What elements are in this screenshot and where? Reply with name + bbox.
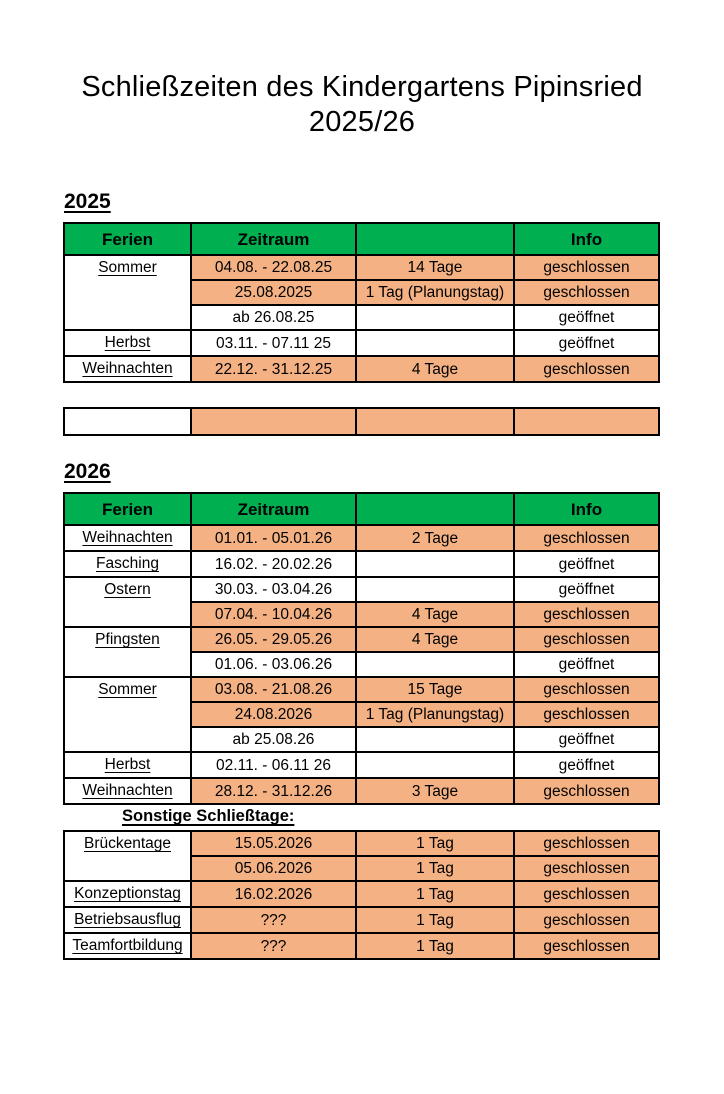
ferien-cell — [64, 577, 191, 627]
ferien-label: Brückentage — [83, 835, 172, 852]
info-cell: geschlossen — [514, 778, 659, 804]
info-cell: geöffnet — [514, 577, 659, 602]
info-cell: geöffnet — [514, 330, 659, 356]
header-cell-ferien: Ferien — [64, 223, 191, 255]
zeitraum-cell: 28.12. - 31.12.26 — [191, 778, 356, 804]
zeitraum-cell: 15.05.2026 — [191, 831, 356, 856]
ferien-label: Ostern — [104, 581, 151, 598]
ferien-cell — [64, 752, 191, 778]
ferien-cell — [64, 330, 191, 356]
table-row — [64, 627, 659, 652]
zeitraum-cell: 30.03. - 03.04.26 — [191, 577, 356, 602]
info-cell — [514, 408, 659, 435]
zeitraum-cell: ??? — [191, 907, 356, 933]
zeitraum-cell: 04.08. - 22.08.25 — [191, 255, 356, 280]
table-row — [64, 677, 659, 702]
section-heading-2026: 2026 — [64, 460, 111, 483]
zeitraum-cell: 03.11. - 07.11 25 — [191, 330, 356, 356]
tage-cell: 1 Tag (Planungstag) — [356, 280, 514, 305]
ferien-cell — [64, 881, 191, 907]
title-line-1: Schließzeiten des Kindergartens Pipinsried — [81, 71, 643, 103]
table-row — [64, 831, 659, 856]
spacer-table — [63, 407, 660, 436]
tage-cell: 4 Tage — [356, 627, 514, 652]
tage-cell: 1 Tag — [356, 831, 514, 856]
tage-cell — [356, 652, 514, 677]
info-cell: geschlossen — [514, 856, 659, 881]
zeitraum-cell: 25.08.2025 — [191, 280, 356, 305]
info-cell: geschlossen — [514, 525, 659, 551]
ferien-cell — [64, 627, 191, 677]
zeitraum-cell — [191, 408, 356, 435]
ferien-cell — [64, 907, 191, 933]
zeitraum-cell: ab 26.08.25 — [191, 305, 356, 330]
zeitraum-cell: 24.08.2026 — [191, 702, 356, 727]
info-cell: geschlossen — [514, 702, 659, 727]
ferien-cell — [64, 778, 191, 804]
zeitraum-cell: ??? — [191, 933, 356, 959]
tage-cell: 3 Tage — [356, 778, 514, 804]
info-cell: geschlossen — [514, 907, 659, 933]
zeitraum-cell: 22.12. - 31.12.25 — [191, 356, 356, 382]
ferien-cell — [64, 408, 191, 435]
header-row — [64, 493, 659, 525]
tage-cell — [356, 752, 514, 778]
table-row — [64, 881, 659, 907]
info-cell: geschlossen — [514, 677, 659, 702]
ferien-label: Weihnachten — [82, 360, 173, 377]
tage-cell: 1 Tag — [356, 907, 514, 933]
zeitraum-cell: 05.06.2026 — [191, 856, 356, 881]
table-row — [64, 408, 659, 435]
header-cell-info: Info — [514, 223, 659, 255]
table-row — [64, 778, 659, 804]
table-row — [64, 356, 659, 382]
ferien-label: Weihnachten — [82, 529, 173, 546]
table-sonstige — [63, 830, 660, 960]
tage-cell — [356, 305, 514, 330]
zeitraum-cell: 07.04. - 10.04.26 — [191, 602, 356, 627]
table-row — [64, 525, 659, 551]
tage-cell: 15 Tage — [356, 677, 514, 702]
ferien-label: Fasching — [96, 555, 159, 572]
zeitraum-cell: 26.05. - 29.05.26 — [191, 627, 356, 652]
tage-cell: 1 Tag — [356, 933, 514, 959]
table-2026 — [63, 492, 660, 805]
zeitraum-cell: 01.01. - 05.01.26 — [191, 525, 356, 551]
header-row — [64, 223, 659, 255]
table-row — [64, 330, 659, 356]
sub-heading-sonstige-schlie-tage: Sonstige Schließtage: — [122, 807, 295, 825]
tage-cell — [356, 330, 514, 356]
tage-cell — [356, 577, 514, 602]
table-2025 — [63, 222, 660, 383]
info-cell: geschlossen — [514, 356, 659, 382]
info-cell: geschlossen — [514, 602, 659, 627]
tage-cell — [356, 727, 514, 752]
table-row — [64, 907, 659, 933]
ferien-cell — [64, 525, 191, 551]
ferien-label: Weihnachten — [82, 782, 173, 799]
zeitraum-cell: ab 25.08.26 — [191, 727, 356, 752]
table-row — [64, 752, 659, 778]
tage-cell: 2 Tage — [356, 525, 514, 551]
table-row — [64, 933, 659, 959]
section-heading-2025: 2025 — [64, 190, 111, 213]
tage-cell — [356, 551, 514, 577]
info-cell: geöffnet — [514, 652, 659, 677]
header-cell-blank — [356, 223, 514, 255]
info-cell: geschlossen — [514, 627, 659, 652]
header-cell-zeitraum: Zeitraum — [191, 493, 356, 525]
ferien-label: Konzeptionstag — [74, 885, 181, 902]
tage-cell: 1 Tag — [356, 856, 514, 881]
ferien-cell — [64, 255, 191, 330]
info-cell: geschlossen — [514, 933, 659, 959]
tage-cell: 1 Tag (Planungstag) — [356, 702, 514, 727]
zeitraum-cell: 03.08. - 21.08.26 — [191, 677, 356, 702]
info-cell: geöffnet — [514, 305, 659, 330]
title-line-2: 2025/26 — [308, 106, 416, 138]
info-cell: geschlossen — [514, 831, 659, 856]
zeitraum-cell: 01.06. - 03.06.26 — [191, 652, 356, 677]
table-row — [64, 577, 659, 602]
ferien-label: Sommer — [98, 681, 157, 698]
info-cell: geöffnet — [514, 752, 659, 778]
ferien-label: Sommer — [98, 259, 157, 276]
header-cell-ferien: Ferien — [64, 493, 191, 525]
zeitraum-cell: 16.02.2026 — [191, 881, 356, 907]
info-cell: geschlossen — [514, 255, 659, 280]
ferien-label: Teamfortbildung — [72, 937, 183, 954]
ferien-cell — [64, 933, 191, 959]
table-row — [64, 551, 659, 577]
table-row — [64, 255, 659, 280]
ferien-cell — [64, 356, 191, 382]
info-cell: geöffnet — [514, 727, 659, 752]
zeitraum-cell: 16.02. - 20.02.26 — [191, 551, 356, 577]
header-cell-info: Info — [514, 493, 659, 525]
info-cell: geschlossen — [514, 881, 659, 907]
ferien-label: Herbst — [104, 334, 151, 351]
ferien-label: Pfingsten — [95, 631, 160, 648]
tage-cell: 4 Tage — [356, 356, 514, 382]
tage-cell: 4 Tage — [356, 602, 514, 627]
tage-cell: 14 Tage — [356, 255, 514, 280]
header-cell-zeitraum: Zeitraum — [191, 223, 356, 255]
info-cell: geöffnet — [514, 551, 659, 577]
page-title — [20, 70, 704, 140]
document-blocks — [0, 190, 724, 960]
header-cell-blank — [356, 493, 514, 525]
ferien-cell — [64, 677, 191, 752]
info-cell: geschlossen — [514, 280, 659, 305]
ferien-label: Herbst — [104, 756, 151, 773]
ferien-label: Betriebsausflug — [74, 911, 181, 928]
tage-cell: 1 Tag — [356, 881, 514, 907]
tage-cell — [356, 408, 514, 435]
ferien-cell — [64, 551, 191, 577]
document-page — [0, 70, 724, 960]
ferien-cell — [64, 831, 191, 881]
zeitraum-cell: 02.11. - 06.11 26 — [191, 752, 356, 778]
